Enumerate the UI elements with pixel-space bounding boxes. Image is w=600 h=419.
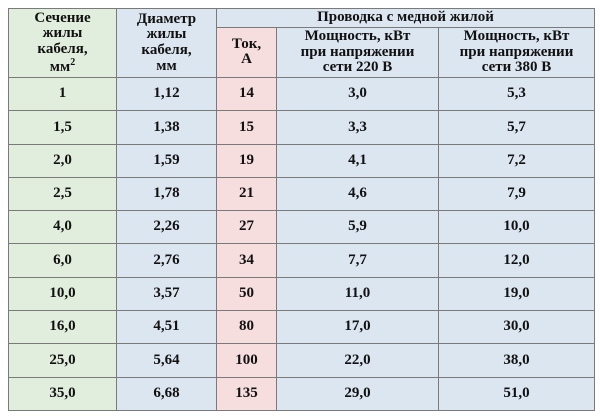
cell-power-220: 4,6: [277, 177, 439, 210]
table-row: [9, 78, 595, 111]
table-row: [9, 311, 595, 344]
cell-diameter: 5,64: [117, 344, 217, 377]
cell-diameter: 3,57: [117, 277, 217, 310]
cell-section: 1: [9, 78, 117, 111]
cell-diameter: 1,59: [117, 144, 217, 177]
cell-power-220: 17,0: [277, 311, 439, 344]
header-cell-section: [9, 9, 117, 78]
table-row: [9, 177, 595, 210]
cell-power-380: 10,0: [439, 211, 595, 244]
cell-section: 4,0: [9, 211, 117, 244]
cell-power-380: 12,0: [439, 244, 595, 277]
cell-power-380: 19,0: [439, 277, 595, 310]
cell-power-380: 5,7: [439, 111, 595, 144]
cell-power-220: 7,7: [277, 244, 439, 277]
cell-power-220: 22,0: [277, 344, 439, 377]
cell-current: 50: [217, 277, 277, 310]
cell-section: 16,0: [9, 311, 117, 344]
header-diameter-line-1: Диаметр: [136, 10, 197, 27]
cell-current: 135: [217, 377, 277, 410]
header-cell-power-380: [439, 27, 595, 77]
header-power380-line-2: при напряжении: [459, 43, 574, 60]
cell-power-220: 5,9: [277, 211, 439, 244]
header-section-line-3: кабеля,: [37, 41, 88, 57]
cell-diameter: 2,26: [117, 211, 217, 244]
cell-section: 10,0: [9, 277, 117, 310]
cell-power-380: 7,9: [439, 177, 595, 210]
table-row: [9, 211, 595, 244]
header-cell-current: [217, 27, 277, 77]
cell-power-380: 51,0: [439, 377, 595, 410]
table-row: [9, 244, 595, 277]
header-power220-line-1: Мощность, кВт: [304, 27, 411, 44]
header-current-line-1: Ток,: [231, 35, 262, 52]
table-header: [9, 9, 595, 78]
header-cell-diameter: [117, 9, 217, 78]
cable-parameters-table: [8, 8, 595, 411]
cell-power-380: 5,3: [439, 78, 595, 111]
header-diameter-line-2: жилы: [146, 26, 187, 43]
cell-diameter: 1,78: [117, 177, 217, 210]
cell-power-220: 3,3: [277, 111, 439, 144]
cell-section: 6,0: [9, 244, 117, 277]
cell-current: 15: [217, 111, 277, 144]
header-power220-line-3: сети 220 В: [322, 59, 393, 76]
cell-diameter: 4,51: [117, 311, 217, 344]
cell-current: 19: [217, 144, 277, 177]
header-diameter-line-3: кабеля,: [141, 42, 192, 58]
cell-diameter: 1,12: [117, 78, 217, 111]
cell-section: 1,5: [9, 111, 117, 144]
cell-current: 21: [217, 177, 277, 210]
header-row-1: [9, 9, 595, 28]
cell-current: 80: [217, 311, 277, 344]
header-diameter-line-4: мм: [156, 57, 177, 74]
cell-section: 2,0: [9, 144, 117, 177]
cell-current: 100: [217, 344, 277, 377]
table-row: [9, 344, 595, 377]
cell-current: 27: [217, 211, 277, 244]
cell-diameter: 6,68: [117, 377, 217, 410]
header-current-line-2: А: [241, 51, 252, 68]
cell-power-380: 7,2: [439, 144, 595, 177]
header-section-line-1: Сечение: [34, 9, 91, 26]
cell-current: 34: [217, 244, 277, 277]
header-cell-copper-group: Проводка с медной жилой: [217, 9, 595, 28]
header-section-unit: мм: [49, 58, 71, 75]
header-section-line-4: [11, 58, 114, 76]
header-section-superscript: 2: [70, 56, 76, 68]
table-row: [9, 111, 595, 144]
table-body: [9, 78, 595, 411]
table-row: [9, 377, 595, 410]
cell-section: 25,0: [9, 344, 117, 377]
cell-current: 14: [217, 78, 277, 111]
header-power220-line-2: при напряжении: [300, 43, 415, 60]
cell-power-380: 30,0: [439, 311, 595, 344]
cell-power-220: 4,1: [277, 144, 439, 177]
header-cell-power-220: [277, 27, 439, 77]
header-section-line-2: жилы: [42, 25, 83, 42]
header-power380-line-3: сети 380 В: [481, 59, 552, 76]
table-row: [9, 144, 595, 177]
cell-diameter: 1,38: [117, 111, 217, 144]
table-row: [9, 277, 595, 310]
header-power380-line-1: Мощность, кВт: [463, 27, 570, 44]
cell-power-220: 11,0: [277, 277, 439, 310]
cell-section: 2,5: [9, 177, 117, 210]
cell-power-220: 3,0: [277, 78, 439, 111]
cell-diameter: 2,76: [117, 244, 217, 277]
cell-section: 35,0: [9, 377, 117, 410]
cell-power-220: 29,0: [277, 377, 439, 410]
cell-power-380: 38,0: [439, 344, 595, 377]
